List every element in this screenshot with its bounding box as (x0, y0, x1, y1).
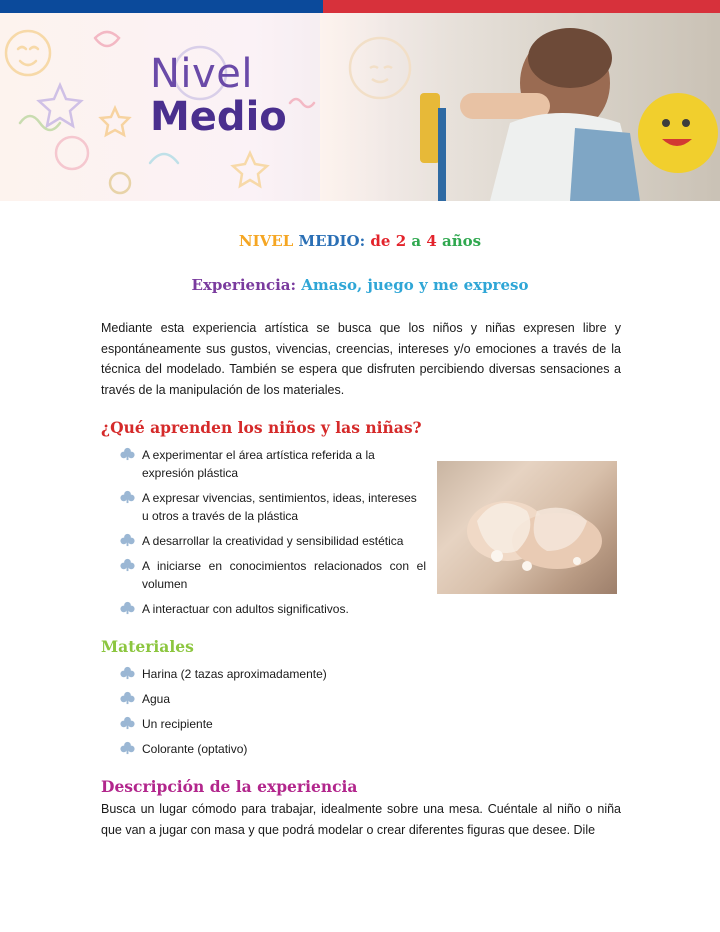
club-bullet-icon (120, 666, 135, 680)
list-item (120, 557, 426, 593)
description-section-title: Descripción de la experiencia (101, 777, 358, 796)
child-illustration (320, 13, 720, 201)
materials-list (120, 665, 420, 758)
list-item (120, 665, 420, 683)
experience-heading (0, 276, 720, 294)
list-item (120, 690, 420, 708)
material-item-text: Agua (142, 692, 171, 706)
club-bullet-icon (120, 601, 135, 615)
list-item (120, 740, 420, 758)
heading-number-4: 4 (426, 232, 437, 250)
list-item (120, 446, 426, 482)
child-photo (320, 13, 720, 201)
learn-item-text: A interactuar con adultos significativos. (142, 602, 349, 616)
club-bullet-icon (120, 741, 135, 755)
hands-dough-photo (437, 461, 617, 594)
nivel-medio-logo (150, 53, 287, 139)
experience-title: Amaso, juego y me expreso (301, 276, 529, 294)
club-bullet-icon (120, 490, 135, 504)
heading-word-de: de (370, 232, 391, 250)
top-color-bar (0, 0, 720, 13)
materials-section-title: Materiales (101, 637, 194, 656)
heading-number-2: 2 (395, 232, 407, 250)
level-heading (0, 232, 720, 250)
header-banner (0, 13, 720, 201)
learn-list (120, 446, 426, 618)
material-item-text: Colorante (optativo) (142, 742, 248, 756)
material-item-text: Un recipiente (142, 717, 213, 731)
list-item (120, 532, 426, 550)
list-item (120, 715, 420, 733)
heading-word-a: a (411, 232, 422, 250)
club-bullet-icon (120, 716, 135, 730)
club-bullet-icon (120, 533, 135, 547)
top-bar-blue (0, 0, 323, 13)
club-bullet-icon (120, 691, 135, 705)
learn-section-title: ¿Qué aprenden los niños y las niñas? (101, 418, 422, 437)
heading-word-anos: años (442, 232, 482, 250)
logo-line-medio: Medio (150, 94, 287, 140)
heading-word-medio: MEDIO (298, 232, 360, 250)
experience-label: Experiencia: (191, 276, 297, 294)
club-bullet-icon (120, 558, 135, 572)
club-bullet-icon (120, 447, 135, 461)
learn-item-text: A expresar vivencias, sentimientos, ideas, intereses u otros a través de la plástica (142, 491, 417, 523)
learn-item-text: A desarrollar la creatividad y sensibilidad estética (142, 534, 404, 548)
heading-colon: : (359, 232, 366, 250)
material-item-text: Harina (2 tazas aproximadamente) (142, 667, 327, 681)
top-bar-red (323, 0, 720, 13)
list-item (120, 489, 426, 525)
logo-line-nivel: Nivel (150, 51, 253, 97)
learn-item-text: A iniciarse en conocimientos relacionados con el volumen (142, 559, 426, 591)
heading-word-nivel: NIVEL (238, 232, 294, 250)
learn-item-text: A experimentar el área artística referida a la expresión plástica (142, 448, 375, 480)
intro-paragraph: Mediante esta experiencia artística se busca que los niños y niñas expresen libre y espontáneamente sus gustos, vivencias, creencias, intereses y/o emociones a través de la técnica del modelado. También se espera que disfruten percibiendo diversas sensaciones a través de la manipulación de los materiales. (101, 321, 621, 397)
list-item (120, 600, 426, 618)
hands-illustration (437, 461, 617, 594)
description-paragraph: Busca un lugar cómodo para trabajar, idealmente sobre una mesa. Cuéntale al niño o niña que van a jugar con masa y que podrá modelar o crear diferentes figuras que desee. Dile (101, 802, 621, 837)
